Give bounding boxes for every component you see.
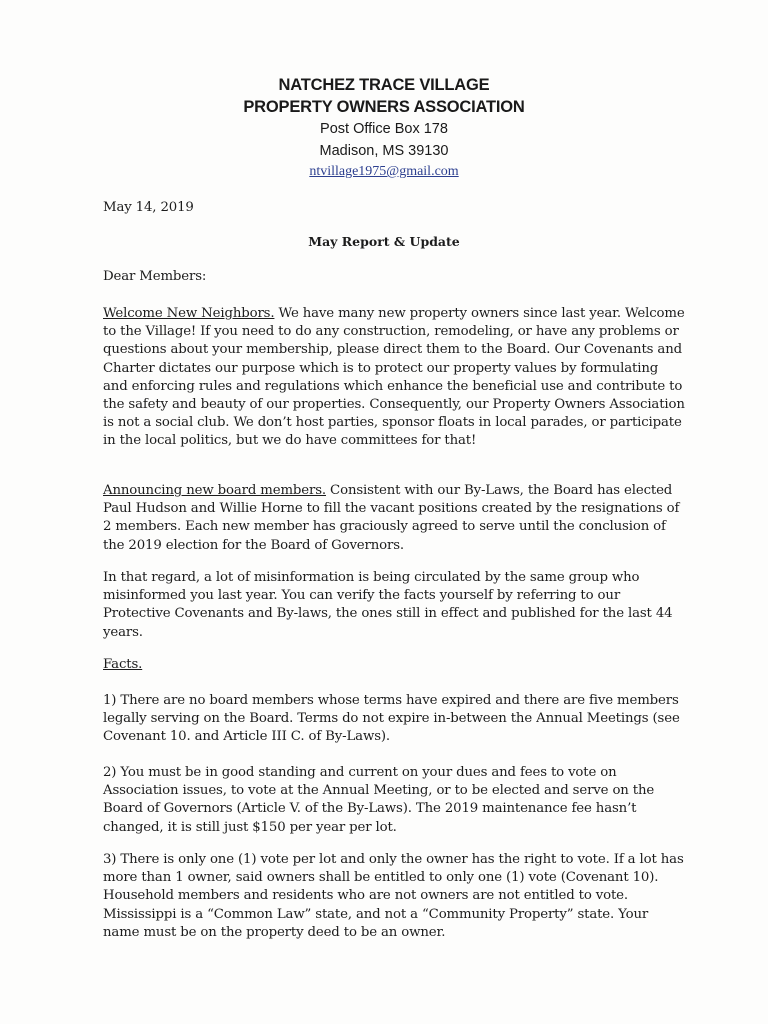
address-line1: Post Office Box 178 [320, 121, 448, 137]
welcome-paragraph [103, 305, 685, 451]
address-line2: Madison, MS 39130 [319, 143, 449, 159]
letterhead [0, 74, 768, 182]
board-text: Consistent with our By-Laws, the Board has elected Paul Hudson and Willie Horne to fill the vacant positions created by the resignations of 2 members. Each new member has graciously agreed to serve until the conclusion of the 2019 election for the Board of Governors. [103, 483, 680, 553]
welcome-heading: Welcome New Neighbors. [103, 306, 275, 321]
report-title: May Report & Update [308, 234, 460, 249]
org-name-line1: NATCHEZ TRACE VILLAGE [278, 76, 490, 94]
fact-item: 2) You must be in good standing and current on your dues and fees to vote on Association issues, to vote at the Annual Meeting, or to be elected and serve on the Board of Governors (Article V. of the By-Laws). The 2019 maintenance fee hasn’t changed, it is still just $150 per year per lot. [103, 765, 655, 835]
board-heading: Announcing new board members. [103, 483, 326, 498]
email-link[interactable]: ntvillage1975@gmail.com [309, 164, 459, 179]
facts-heading: Facts. [103, 657, 143, 672]
fact-item: 3) There is only one (1) vote per lot and only the owner has the right to vote. If a lot has more than 1 owner, said owners shall be entitled to only one (1) vote (Covenant 10). Household members and residents who are not owners are not entitled to vote. Mississippi is a “Common Law” state, and not a “Community Property” state. Your name must be on the property deed to be an owner. [103, 852, 684, 940]
fact-item: 1) There are no board members whose terms have expired and there are five members legally serving on the Board. Terms do not expire in-between the Annual Meetings (see Covenant 10. and Article III C. of By-Laws). [103, 693, 680, 745]
board-paragraph [103, 482, 685, 555]
misinformation-paragraph: In that regard, a lot of misinformation is being circulated by the same group who misinformed you last year. You can verify the facts yourself by referring to our Protective Covenants and By-laws, the ones still in effect and published for the last 44 years. [103, 570, 673, 640]
letter-date: May 14, 2019 [103, 200, 194, 215]
salutation: Dear Members: [103, 269, 207, 284]
welcome-text: We have many new property owners since last year. Welcome to the Village! If you need to do any construction, remodeling, or have any problems or questions about your membership, please direct them to the Board. Our Covenants and Charter dictates our purpose which is to protect our property values by formulating and enforcing rules and regulations which enhance the beneficial use and contribute to the safety and beauty of our properties. Consequently, our Property Owners Association is not a social club. We don’t host parties, sponsor floats in local parades, or participate in the local politics, but we do have committees for that! [103, 306, 685, 449]
org-name-line2: PROPERTY OWNERS ASSOCIATION [243, 98, 525, 116]
